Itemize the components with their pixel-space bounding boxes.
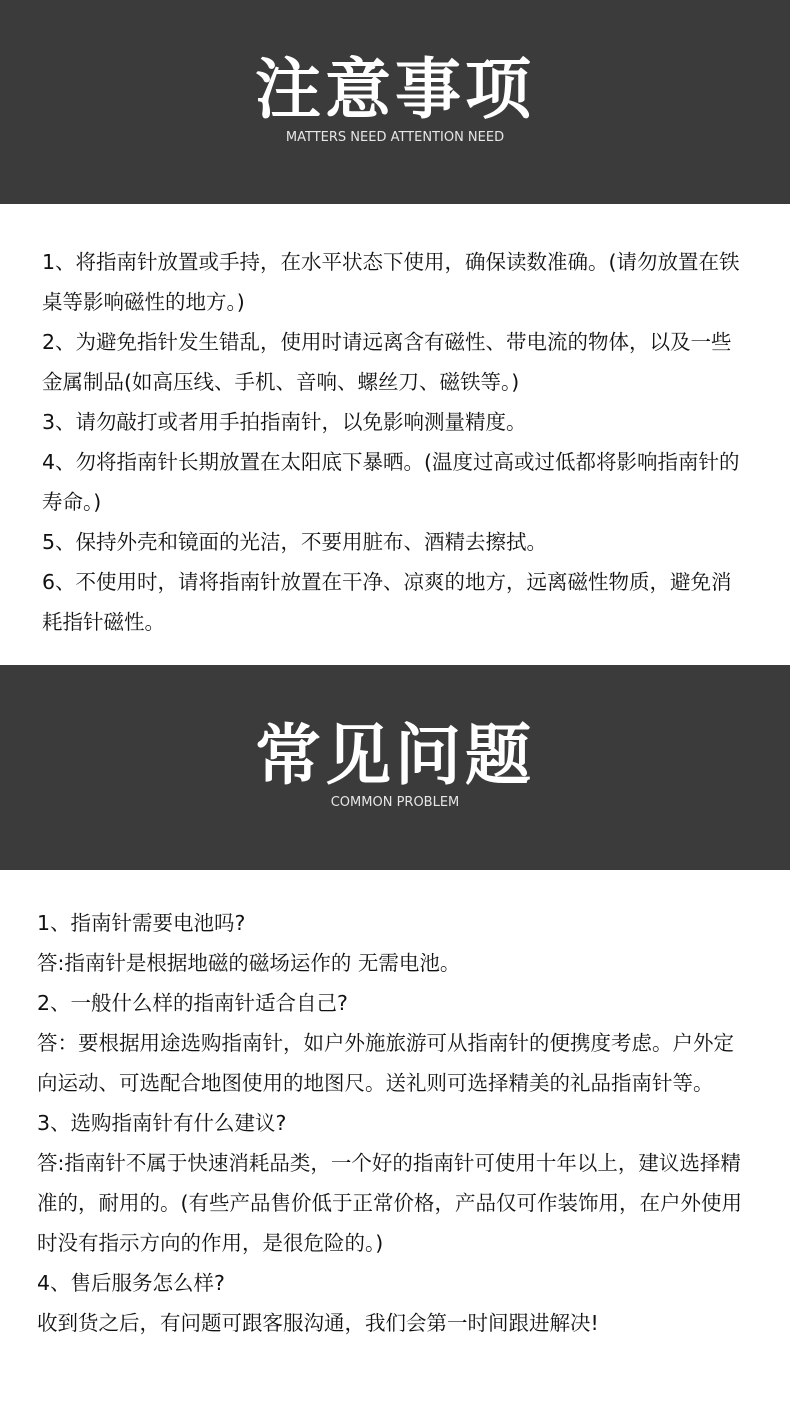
faq-answer-2: 答：要根据用途选购指南针，如户外施旅游可从指南针的便携度考虑。户外定向运动、可选配合地图使用的地图尺。送礼则可选择精美的礼品指南针等。: [37, 1031, 734, 1095]
notes-title: 注意事项: [255, 51, 535, 128]
notes-item-2: 2、为避免指针发生错乱，使用时请远离含有磁性、带电流的物体，以及一些金属制品(如高压线、手机、音响、螺丝刀、磁铁等。): [42, 330, 732, 394]
faq-question-3: 3、选购指南针有什么建议?: [37, 1111, 287, 1135]
faq-question-1: 1、指南针需要电池吗?: [37, 911, 246, 935]
notes-item-3: 3、请勿敲打或者用手拍指南针，以免影响测量精度。: [42, 410, 527, 434]
notes-item-4: 4、勿将指南针长期放置在太阳底下暴晒。(温度过高或过低都将影响指南针的寿命。): [42, 450, 740, 514]
faq-question-2: 2、一般什么样的指南针适合自己?: [37, 991, 348, 1015]
faq-question-4: 4、售后服务怎么样?: [37, 1271, 225, 1295]
faq-answer-1: 答:指南针是根据地磁的磁场运作的 无需电池。: [37, 951, 461, 975]
faq-answer-4: 收到货之后，有问题可跟客服沟通，我们会第一时间跟进解决!: [37, 1311, 599, 1335]
faq-answer-3: 答:指南针不属于快速消耗品类，一个好的指南针可使用十年以上，建议选择精准的，耐用的。(有些产品售价低于正常价格，产品仅可作装饰用，在户外使用时没有指示方向的作用，是很危险的。): [37, 1151, 742, 1255]
notes-subtitle: MATTERS NEED ATTENTION NEED: [285, 130, 505, 145]
faq-subtitle: COMMON PROBLEM: [330, 795, 460, 810]
notes-item-6: 6、不使用时，请将指南针放置在干净、凉爽的地方，远离磁性物质，避免消耗指针磁性。: [42, 570, 732, 634]
notes-list: [0, 242, 748, 642]
notes-item-5: 5、保持外壳和镜面的光洁，不要用脏布、酒精去擦拭。: [42, 530, 548, 554]
faq-title: 常见问题: [255, 717, 535, 794]
notes-item-1: 1、将指南针放置或手持，在水平状态下使用，确保读数准确。(请勿放置在铁桌等影响磁性的地方。): [42, 250, 740, 314]
faq-list: [0, 903, 753, 1343]
